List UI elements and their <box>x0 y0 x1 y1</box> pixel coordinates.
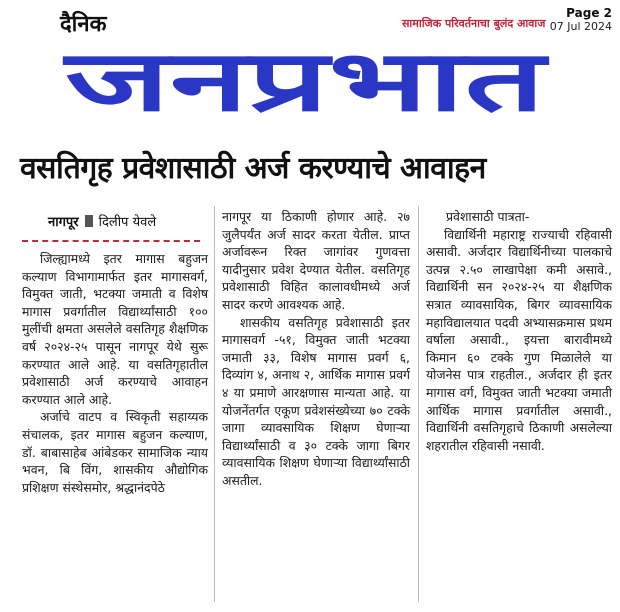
paragraph: अर्जाचे वाटप व स्विकृती सहाय्यक संचालक, इतर मागास बहुजन कल्याण, डॉ. बाबासाहेब आंबेडकर सामाजिक न्याय भवन, बि विंग, शासकीय औद्योगिक प्रशिक्षण संस्थेसमोर, श्रद्धानंदपेठे <box>22 409 208 495</box>
masthead-tagline: सामाजिक परिवर्तनाचा बुलंद आवाज <box>402 17 546 30</box>
paragraph: नागपूर या ठिकाणी होणार आहे. २७ जुलैपर्यंत अर्ज सादर करता येतील. प्राप्त अर्जावरून रिक्त जागांवर गुणवत्ता यादीनुसार प्रवेश देण्यात येतील. वसतिगृह प्रवेशासाठी विहित कालावधीमध्ये अर्ज सादर करणे आवश्यक आहे. <box>222 209 410 312</box>
masthead-dainik: दैनिक <box>60 12 107 37</box>
paragraph: शासकीय वसतिगृह प्रवेशासाठी इतर मागासवर्ग -५१, विमुक्त जाती भटक्या जमाती ३३, विशेष मागास प्रवर्ग ६, दिव्यांग ४, अनाथ २, आर्थिक मागास प्रवर्ग ४ या प्रमाणे आरक्षणास मान्यता आहे. या योजनेंतर्गत एकूण प्रवेशसंख्येच्या ७० टक्के जागा व्यावसायिक शिक्षण घेणाऱ्या विद्यार्थ्यांसाठी व ३० टक्के जागा बिगर व्यावसायिक शिक्षण घेणाऱ्या विद्यार्थ्यांसाठी असतील. <box>222 314 410 488</box>
paragraph: विद्यार्थिनी महाराष्ट्र राज्याची रहिवासी असावी. अर्जदार विद्यार्थिनीच्या पालकाचे उत्पन्न २.५० लाखापेक्षा कमी असावे., विद्यार्थिनी सन २०२४-२५ या शैक्षणिक सत्रात व्यावसायिक, बिगर व्यावसायिक महाविद्यालयात पदवी अभ्यासक्रमास प्रथम वर्षाला असावी., इयत्ता बारावीमध्ये किमान ६० टक्के गुण मिळालेले या योजनेस पात्र राहतील., अर्जदार ही इतर मागास वर्ग, विमुक्त जाती भटक्या जमाती आर्थिक मागास प्रवर्गातील असावी., विद्यार्थिनी वसतिगृहाचे ठिकाणी असलेल्या शहरातील रहिवासी नसावी. <box>426 226 612 453</box>
byline <box>48 212 156 230</box>
article-column-2 <box>222 208 410 490</box>
page-number: Page 2 <box>566 6 612 20</box>
eligibility-heading: प्रवेशासाठी पात्रता- <box>446 209 530 224</box>
newspaper-logo-text: जनप्रभात <box>61 32 550 124</box>
column-divider <box>418 206 419 602</box>
article-headline: वसतिगृह प्रवेशासाठी अर्ज करण्याचे आवाहन <box>20 151 486 186</box>
newspaper-logo <box>60 32 550 124</box>
publication-date: 07 Jul 2024 <box>549 20 612 33</box>
page-info <box>548 6 612 33</box>
masthead <box>0 0 620 140</box>
byline-place: नागपूर <box>48 215 79 230</box>
byline-divider <box>22 240 200 242</box>
byline-separator <box>85 215 93 227</box>
column-divider <box>214 206 215 602</box>
article-column-3 <box>426 208 612 454</box>
byline-author: दिलीप येवले <box>98 215 157 230</box>
article-column-1 <box>22 250 208 496</box>
paragraph: जिल्ह्यामध्ये इतर मागास बहुजन कल्याण विभागामार्फत इतर मागासवर्ग, विमुक्त जाती, भटक्या जमाती व विशेष मागास प्रवर्गातील विद्यार्थ्यांसाठी १०० मुलींची क्षमता असलेले वसतिगृह शैक्षणिक वर्ष २०२४-२५ पासून नागपूर येथे सुरू करण्यात आले आहे. या वसतिगृहातील प्रवेशासाठी अर्ज करण्याचे आवाहन करण्यात आले आहे. <box>22 251 208 407</box>
